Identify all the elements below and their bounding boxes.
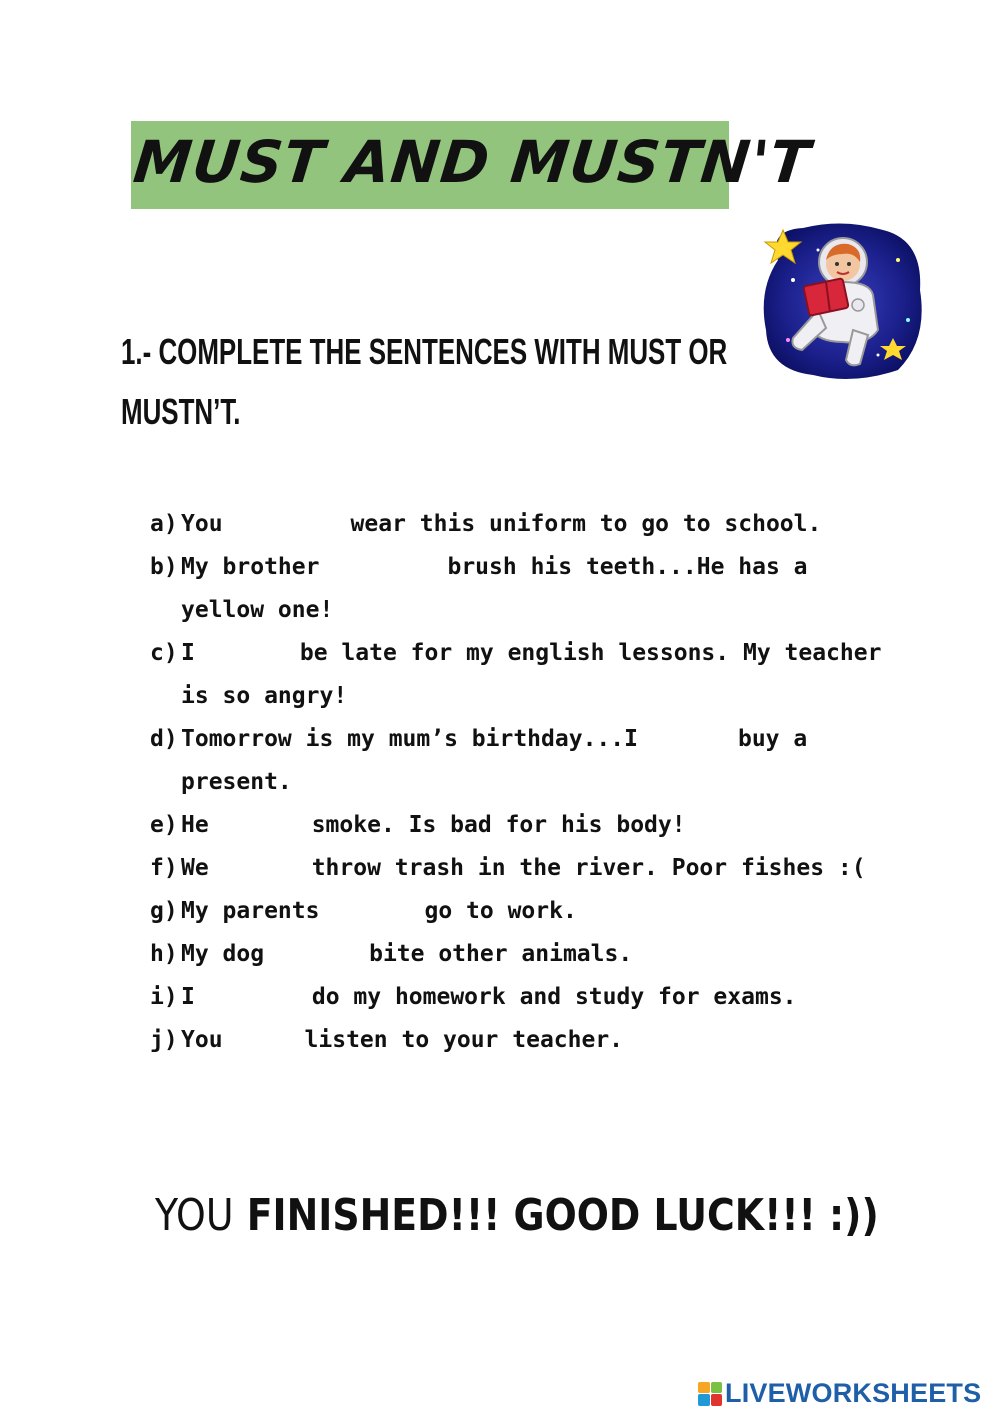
exercise-letter: f) [150,855,178,881]
exercise-letter: d) [150,726,178,752]
finish-message [155,1190,879,1241]
sentence-continuation: present. [181,769,292,795]
sentence-start: My parents [181,898,320,924]
exercise-a [150,503,890,546]
exercise-list [150,503,890,1062]
sentence-end: smoke. Is bad for his body! [311,812,686,838]
exercise-letter: a) [150,511,178,537]
sentence-end: go to work. [424,898,577,924]
exercise-letter: j) [150,1027,178,1053]
sentence-start: Tomorrow is my mum’s birthday...I [181,726,638,752]
exercise-letter: i) [150,984,178,1010]
exercise-c [150,632,890,718]
sentence-start: I [181,640,195,666]
astronaut-reading-illustration [758,220,928,380]
sentence-end: throw trash in the river. Poor fishes :( [311,855,866,881]
liveworksheets-logo [698,1378,981,1409]
sentence-continuation: yellow one! [181,597,334,623]
liveworksheets-logo-icon [698,1382,722,1406]
exercise-h [150,933,890,976]
exercise-letter: e) [150,812,178,838]
sentence-start: I [181,984,195,1010]
exercise-instruction [121,322,728,442]
exercise-f [150,847,890,890]
sentence-end: do my homework and study for exams. [311,984,797,1010]
worksheet-title: MUST AND MUSTN'T [130,128,814,196]
sentence-start: You [181,511,223,537]
sentence-start: My dog [181,941,265,967]
exercise-d [150,718,890,804]
instruction-line-2: MUSTN’T. [121,391,241,432]
sentence-start: He [181,812,209,838]
liveworksheets-logo-text: LIVEWORKSHEETS [725,1378,982,1408]
instruction-line-1: 1.- COMPLETE THE SENTENCES WITH MUST OR [121,331,728,372]
sentence-start: My brother [181,554,320,580]
finish-you: YOU [155,1190,234,1241]
sentence-end: be late for my english lessons. My teacher [299,640,882,666]
exercise-letter: c) [150,640,178,666]
exercise-j [150,1019,890,1062]
sentence-end: bite other animals. [369,941,633,967]
sentence-end: listen to your teacher. [304,1027,624,1053]
exercise-letter: g) [150,898,178,924]
sentence-end: brush his teeth...He has a [447,554,808,580]
sentence-end: wear this uniform to go to school. [350,511,822,537]
sentence-start: You [181,1027,223,1053]
finish-good-luck: FINISHED!!! GOOD LUCK!!! :)) [246,1190,879,1241]
exercise-letter: b) [150,554,178,580]
sentence-end: buy a [737,726,808,752]
sentence-continuation: is so angry! [181,683,348,709]
exercise-e [150,804,890,847]
exercise-letter: h) [150,941,178,967]
exercise-b [150,546,890,632]
exercise-i [150,976,890,1019]
exercise-g [150,890,890,933]
sentence-start: We [181,855,209,881]
